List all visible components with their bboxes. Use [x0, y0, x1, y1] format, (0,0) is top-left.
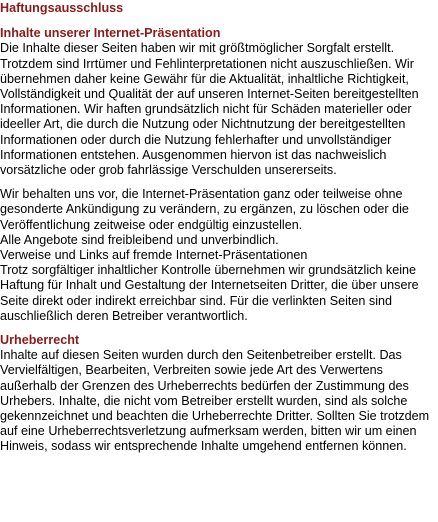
section-heading-inhalte: Inhalte unserer Internet-Präsentation: [0, 26, 221, 41]
section-body-inhalte: Die Inhalte dieser Seiten haben wir mit größtmöglicher Sorgfalt erstellt. Trotzdem sind Irrtümer und Fehlinterpretationen nicht auszuschließen. Wir übernehmen daher keine Gewähr für die Aktualität, inhaltliche Richtigkeit, Vollständigkeit und Qualität der auf unseren Internet-Seiten bereitgestellten Informationen. Wir haften grundsätzlich nicht für Schäden materieller oder ideeller Art, die durch die Nutzung oder Nichtnutzung der bereitgestellten Informationen oder durch die Nutzung fehlerhafter und unvollständiger Informationen entstehen. Ausgenommen hiervon ist das nachweislich vorsätzliche oder grob fahrlässige Verschulden unsererseits.: [0, 41, 419, 178]
spacer: [0, 178, 435, 187]
section-vorbehalt: [0, 187, 435, 324]
section-inhalte: [0, 26, 435, 178]
links-body: Trotz sorgfältiger inhaltlicher Kontrolle übernehmen wir grundsätzlich keine Haftung für Inhalt und Gestaltung der Internetseiten Dritter, die über unsere Seite direkt oder indirekt erreichbar sind. Für die verlinkten Seiten sind auschließlich deren Betreiber verantwortlich.: [0, 263, 419, 323]
section-body-urheberrecht: Inhalte auf diesen Seiten wurden durch den Seitenbetreiber erstellt. Das Vervielfältigen, Bearbeiten, Verbreiten sowie jede Art des Verwertens außerhalb der Grenzen des Urheberrechts bedürfen der Zustimmung des Urhebers. Inhalte, die nicht vom Betreiber erstellt wurden, sind als solche gekennzeichnet und beachten die Urheberrechte Dritter. Sollten Sie trotzdem auf eine Urheberrechtsverletzung aufmerksam werden, bitten wir um einen Hinweis, sodass wir entsprechende Inhalte umgehend entfernen können.: [0, 348, 430, 454]
spacer: [0, 324, 435, 333]
page-title: Haftungsausschluss: [0, 1, 124, 15]
section-heading-urheberrecht: Urheberrecht: [0, 333, 80, 348]
section-body-vorbehalt: Wir behalten uns vor, die Internet-Präsentation ganz oder teilweise ohne gesonderte Ankündigung zu verändern, zu ergänzen, zu löschen oder die Veröffentlichung zeitweise oder endgültig einzustellen.: [0, 187, 409, 232]
angebote-line: Alle Angebote sind freibleibend und unverbindlich.: [0, 232, 279, 247]
section-urheberrecht: [0, 333, 435, 455]
links-heading-line: Verweise und Links auf fremde Internet-Präsentationen: [0, 248, 308, 263]
